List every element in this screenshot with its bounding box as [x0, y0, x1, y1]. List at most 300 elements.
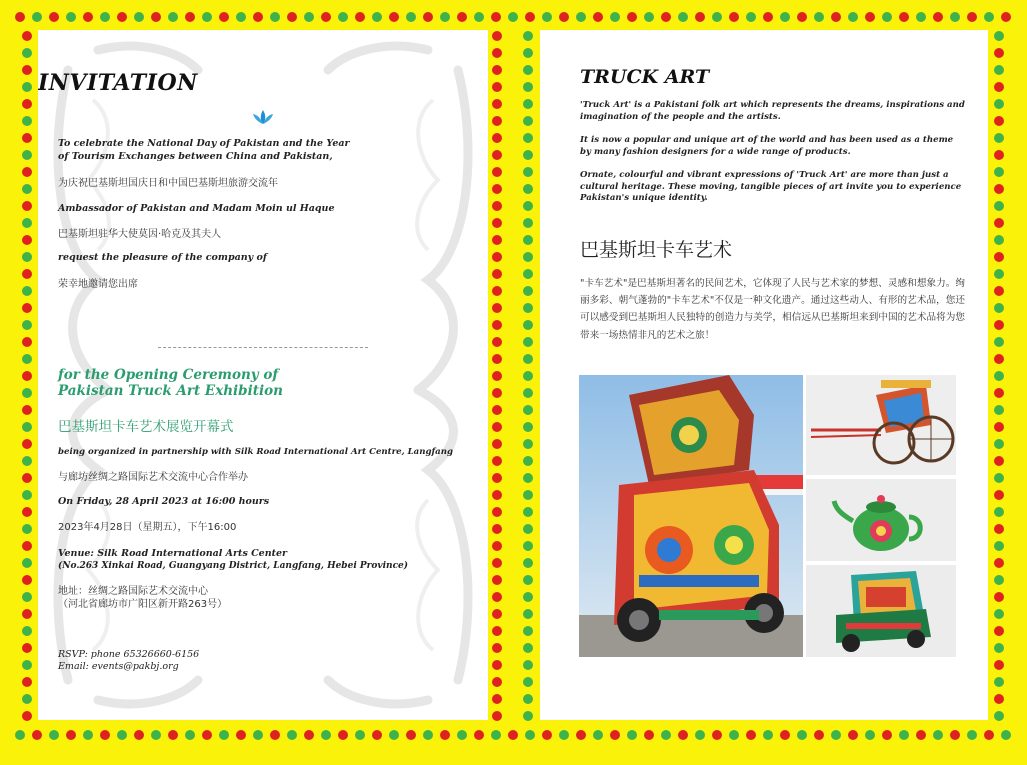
border-dot [22, 677, 32, 687]
border-dot [22, 65, 32, 75]
border-dot [523, 609, 533, 619]
border-dot [253, 730, 263, 740]
truck-art-para-3: Ornate, colourful and vibrant expressions of 'Truck Art' are more than just a cultural heritage. These moving, tangible pieces of art invite you to experience Pakistan's unique identity. [580, 170, 962, 203]
border-dot [523, 235, 533, 245]
border-dot [763, 730, 773, 740]
border-dot [202, 12, 212, 22]
border-dot [83, 12, 93, 22]
border-dot [492, 439, 502, 449]
border-dot [270, 730, 280, 740]
border-dot [593, 12, 603, 22]
border-dot [22, 609, 32, 619]
border-dot [994, 507, 1004, 517]
border-dot [287, 12, 297, 22]
date-en: On Friday, 28 April 2023 at 16:00 hours [58, 496, 270, 507]
border-dot [134, 12, 144, 22]
border-dot [1001, 12, 1011, 22]
border-dot [219, 12, 229, 22]
border-dot [22, 422, 32, 432]
border-dot [576, 12, 586, 22]
border-dot [1001, 730, 1011, 740]
border-dot [219, 730, 229, 740]
border-dot [22, 507, 32, 517]
border-dot [440, 730, 450, 740]
border-dot [22, 269, 32, 279]
border-dot [134, 730, 144, 740]
border-dot [994, 65, 1004, 75]
border-dot [523, 405, 533, 415]
border-dot [994, 354, 1004, 364]
border-dot [994, 388, 1004, 398]
border-dot [202, 730, 212, 740]
border-dot [994, 711, 1004, 721]
host-en: Ambassador of Pakistan and Madam Moin ul Haque [58, 203, 335, 214]
border-dot [933, 12, 943, 22]
border-dot [994, 337, 1004, 347]
border-dot [523, 677, 533, 687]
border-dot [15, 730, 25, 740]
border-dot [389, 12, 399, 22]
border-dot [994, 116, 1004, 126]
border-dot [22, 490, 32, 500]
border-dot [523, 558, 533, 568]
border-dot [22, 354, 32, 364]
rsvp-email[interactable]: Email: events@pakbj.org [58, 661, 179, 672]
border-dot [236, 730, 246, 740]
border-dot [168, 12, 178, 22]
border-dot [729, 730, 739, 740]
border-dot [491, 730, 501, 740]
border-dot [831, 12, 841, 22]
border-dot [523, 252, 533, 262]
border-dot [523, 218, 533, 228]
border-dot [994, 541, 1004, 551]
border-dot [899, 730, 909, 740]
organized-en: being organized in partnership with Silk Road International Art Centre, Langfang [58, 447, 453, 457]
border-dot [523, 31, 533, 41]
border-dot [22, 558, 32, 568]
border-dot [492, 99, 502, 109]
border-dot [338, 12, 348, 22]
border-dot [523, 388, 533, 398]
border-dot [994, 99, 1004, 109]
border-dot [22, 660, 32, 670]
border-dot [523, 184, 533, 194]
border-dot [994, 473, 1004, 483]
border-dot [406, 12, 416, 22]
border-dot [712, 12, 722, 22]
border-dot [474, 730, 484, 740]
border-dot [916, 730, 926, 740]
border-dot [22, 711, 32, 721]
border-dot [151, 12, 161, 22]
border-dot [22, 439, 32, 449]
border-dot [994, 286, 1004, 296]
venue-cn-1: 地址：丝绸之路国际艺术交流中心 [58, 586, 208, 597]
border-dot [22, 592, 32, 602]
border-dot [994, 524, 1004, 534]
border-dot [523, 524, 533, 534]
border-dot [423, 730, 433, 740]
border-dot [695, 12, 705, 22]
border-dot [372, 12, 382, 22]
venue-en-2: (No.263 Xinkai Road, Guangyang District, Langfang, Hebei Province) [58, 561, 409, 571]
border-dot [492, 541, 502, 551]
border-dot [523, 48, 533, 58]
border-dot [899, 12, 909, 22]
border-dot [994, 558, 1004, 568]
celebration-line-cn: 为庆祝巴基斯坦国庆日和中国巴基斯坦旅游交流年 [58, 178, 278, 189]
border-dot [984, 730, 994, 740]
border-dot [406, 730, 416, 740]
border-dot [492, 82, 502, 92]
border-dot [492, 303, 502, 313]
border-dot [492, 167, 502, 177]
border-dot [831, 730, 841, 740]
border-dot [994, 439, 1004, 449]
border-dot [559, 12, 569, 22]
border-dot [994, 201, 1004, 211]
border-dot [523, 422, 533, 432]
border-dot [610, 12, 620, 22]
border-dot [49, 12, 59, 22]
border-dot [492, 31, 502, 41]
venue-en-1: Venue: Silk Road International Arts Center [58, 548, 288, 559]
border-dot [994, 133, 1004, 143]
border-dot [627, 730, 637, 740]
border-dot [304, 730, 314, 740]
border-dot [492, 592, 502, 602]
border-dot [950, 730, 960, 740]
border-dot [492, 201, 502, 211]
border-dot [523, 456, 533, 466]
border-dot [559, 730, 569, 740]
border-dot [994, 609, 1004, 619]
border-dot [994, 405, 1004, 415]
truck-art-title: TRUCK ART [580, 66, 710, 88]
border-dot [523, 303, 533, 313]
border-dot [523, 626, 533, 636]
miniature-truck-photo [806, 565, 956, 657]
truck-art-body-cn: "卡车艺术"是巴基斯坦著名的民间艺术，它体现了人民与艺术家的梦想、灵感和想象力。绚丽多彩、朝气蓬勃的"卡车艺术"不仅是一种文化遗产。通过这些动人、有形的艺术品，您还可以感受到巴基斯坦人民独特的创造力与美学，相信远从巴基斯坦来到中国的艺术品将为您带来一场热情非凡的艺术之旅！ [580, 278, 965, 341]
border-dot [22, 82, 32, 92]
border-dot [492, 354, 502, 364]
border-dot [994, 218, 1004, 228]
border-dot [525, 12, 535, 22]
border-dot [523, 320, 533, 330]
border-dot [22, 456, 32, 466]
border-dot [994, 167, 1004, 177]
border-dot [994, 456, 1004, 466]
border-dot [525, 730, 535, 740]
event-title-en: for the Opening Ceremony of Pakistan Truck Art Exhibition [58, 367, 283, 399]
border-dot [22, 218, 32, 228]
border-dot [994, 252, 1004, 262]
border-dot [523, 99, 533, 109]
border-dot [22, 320, 32, 330]
border-dot [508, 730, 518, 740]
border-dot [100, 12, 110, 22]
border-dot [576, 730, 586, 740]
border-dot [950, 12, 960, 22]
border-dot [22, 116, 32, 126]
border-dot [22, 524, 32, 534]
border-dot [994, 31, 1004, 41]
border-dot [492, 218, 502, 228]
border-dot [865, 730, 875, 740]
border-dot [994, 150, 1004, 160]
border-dot [695, 730, 705, 740]
border-dot [523, 490, 533, 500]
border-dot [22, 150, 32, 160]
border-dot [523, 201, 533, 211]
border-dot [933, 730, 943, 740]
border-dot [492, 660, 502, 670]
border-dot [492, 643, 502, 653]
border-dot [151, 730, 161, 740]
border-dot [523, 711, 533, 721]
border-dot [49, 730, 59, 740]
border-dot [661, 12, 671, 22]
border-dot [994, 371, 1004, 381]
border-dot [32, 12, 42, 22]
border-dot [492, 711, 502, 721]
border-dot [492, 558, 502, 568]
border-dot [22, 303, 32, 313]
border-dot [22, 31, 32, 41]
border-dot [523, 133, 533, 143]
border-dot [321, 12, 331, 22]
border-dot [457, 12, 467, 22]
border-dot [492, 507, 502, 517]
border-dot [22, 388, 32, 398]
border-dot [185, 730, 195, 740]
border-dot [492, 133, 502, 143]
border-dot [492, 388, 502, 398]
border-dot [712, 730, 722, 740]
border-dot [523, 269, 533, 279]
border-dot [492, 252, 502, 262]
border-dot [523, 592, 533, 602]
border-dot [523, 82, 533, 92]
celebration-line-2: of Tourism Exchanges between China and Pakistan, [58, 151, 333, 162]
border-dot [994, 48, 1004, 58]
border-dot [644, 730, 654, 740]
border-dot [117, 730, 127, 740]
border-dot [984, 12, 994, 22]
border-dot [644, 12, 654, 22]
border-dot [523, 694, 533, 704]
border-dot [492, 65, 502, 75]
border-dot [22, 337, 32, 347]
border-dot [523, 660, 533, 670]
border-dot [994, 694, 1004, 704]
border-dot [523, 65, 533, 75]
invitation-card [38, 30, 488, 720]
border-dot [994, 82, 1004, 92]
border-dot [523, 439, 533, 449]
border-dot [22, 541, 32, 551]
lotus-icon [248, 108, 278, 126]
border-dot [967, 730, 977, 740]
border-dot [15, 12, 25, 22]
border-dot [22, 371, 32, 381]
border-dot [661, 730, 671, 740]
border-dot [22, 133, 32, 143]
border-dot [542, 12, 552, 22]
border-dot [610, 730, 620, 740]
truck-art-title-cn: 巴基斯坦卡车艺术 [580, 239, 733, 261]
border-dot [848, 12, 858, 22]
border-dot [882, 730, 892, 740]
truck-art-page [540, 30, 988, 720]
border-dot [523, 371, 533, 381]
border-dot [994, 660, 1004, 670]
border-dot [994, 422, 1004, 432]
border-dot [321, 730, 331, 740]
border-dot [355, 12, 365, 22]
request-en: request the pleasure of the company of [58, 252, 267, 263]
border-dot [797, 12, 807, 22]
border-dot [814, 730, 824, 740]
border-dot [865, 12, 875, 22]
border-dot [780, 12, 790, 22]
border-dot [523, 541, 533, 551]
border-dot [185, 12, 195, 22]
border-dot [168, 730, 178, 740]
celebration-line-1: To celebrate the National Day of Pakistan and the Year [58, 138, 350, 149]
border-dot [32, 730, 42, 740]
border-dot [492, 150, 502, 160]
border-dot [492, 371, 502, 381]
border-dot [304, 12, 314, 22]
border-dot [678, 730, 688, 740]
border-dot [117, 12, 127, 22]
border-dot [729, 12, 739, 22]
rsvp-phone: RSVP: phone 65326660-6156 [58, 649, 200, 660]
border-dot [492, 184, 502, 194]
border-dot [236, 12, 246, 22]
painted-teapot-photo [806, 479, 956, 561]
border-dot [994, 643, 1004, 653]
border-dot [457, 730, 467, 740]
border-dot [22, 252, 32, 262]
border-dot [492, 626, 502, 636]
border-dot [22, 201, 32, 211]
border-dot [22, 235, 32, 245]
border-dot [492, 524, 502, 534]
border-dot [994, 184, 1004, 194]
border-dot [492, 48, 502, 58]
border-dot [66, 12, 76, 22]
border-dot [423, 12, 433, 22]
border-dot [492, 320, 502, 330]
border-dot [814, 12, 824, 22]
border-dot [22, 643, 32, 653]
border-dot [627, 12, 637, 22]
border-dot [491, 12, 501, 22]
border-dot [523, 337, 533, 347]
border-dot [994, 575, 1004, 585]
border-dot [83, 730, 93, 740]
border-dot [270, 12, 280, 22]
border-dot [746, 12, 756, 22]
border-dot [492, 575, 502, 585]
border-dot [492, 286, 502, 296]
truck-art-para-2: It is now a popular and unique art of the world and has been used as a theme by many fashion designers for a wide range of products. [580, 135, 954, 157]
border-dot [492, 677, 502, 687]
venue-cn-2: （河北省廊坊市广阳区新开路263号） [58, 599, 228, 610]
invitation-title: INVITATION [38, 70, 198, 96]
border-dot [253, 12, 263, 22]
border-dot [593, 730, 603, 740]
border-dot [492, 235, 502, 245]
border-dot [523, 473, 533, 483]
border-dot [355, 730, 365, 740]
border-dot [492, 609, 502, 619]
border-dot [492, 269, 502, 279]
border-dot [492, 405, 502, 415]
border-dot [523, 286, 533, 296]
border-dot [523, 167, 533, 177]
border-dot [523, 116, 533, 126]
border-dot [389, 730, 399, 740]
border-dot [994, 269, 1004, 279]
border-dot [492, 694, 502, 704]
border-dot [22, 286, 32, 296]
border-dot [523, 575, 533, 585]
border-dot [994, 592, 1004, 602]
border-dot [994, 490, 1004, 500]
decorated-truck-photo [579, 375, 803, 657]
host-cn: 巴基斯坦驻华大使莫因·哈克及其夫人 [58, 229, 222, 240]
border-dot [22, 184, 32, 194]
truck-art-para-1: 'Truck Art' is a Pakistani folk art which represents the dreams, inspirations and imagination of the people and the artists. [580, 100, 965, 122]
date-cn: 2023年4月28日（星期五），下午16:00 [58, 522, 237, 533]
border-dot [848, 730, 858, 740]
border-dot [523, 643, 533, 653]
border-dot [523, 150, 533, 160]
border-dot [994, 320, 1004, 330]
border-dot [100, 730, 110, 740]
border-dot [492, 456, 502, 466]
border-dot [797, 730, 807, 740]
request-cn: 荣幸地邀请您出席 [58, 279, 138, 290]
border-dot [22, 473, 32, 483]
event-title-cn: 巴基斯坦卡车艺术展览开幕式 [58, 419, 234, 435]
border-dot [287, 730, 297, 740]
border-dot [338, 730, 348, 740]
border-dot [508, 12, 518, 22]
border-dot [994, 303, 1004, 313]
border-dot [746, 730, 756, 740]
border-dot [542, 730, 552, 740]
border-dot [763, 12, 773, 22]
border-dot [967, 12, 977, 22]
border-dot [492, 422, 502, 432]
divider [158, 347, 368, 348]
border-dot [22, 575, 32, 585]
border-dot [22, 405, 32, 415]
border-dot [523, 507, 533, 517]
border-dot [372, 730, 382, 740]
border-dot [882, 12, 892, 22]
border-dot [22, 694, 32, 704]
border-dot [994, 235, 1004, 245]
border-dot [678, 12, 688, 22]
border-dot [780, 730, 790, 740]
border-dot [66, 730, 76, 740]
